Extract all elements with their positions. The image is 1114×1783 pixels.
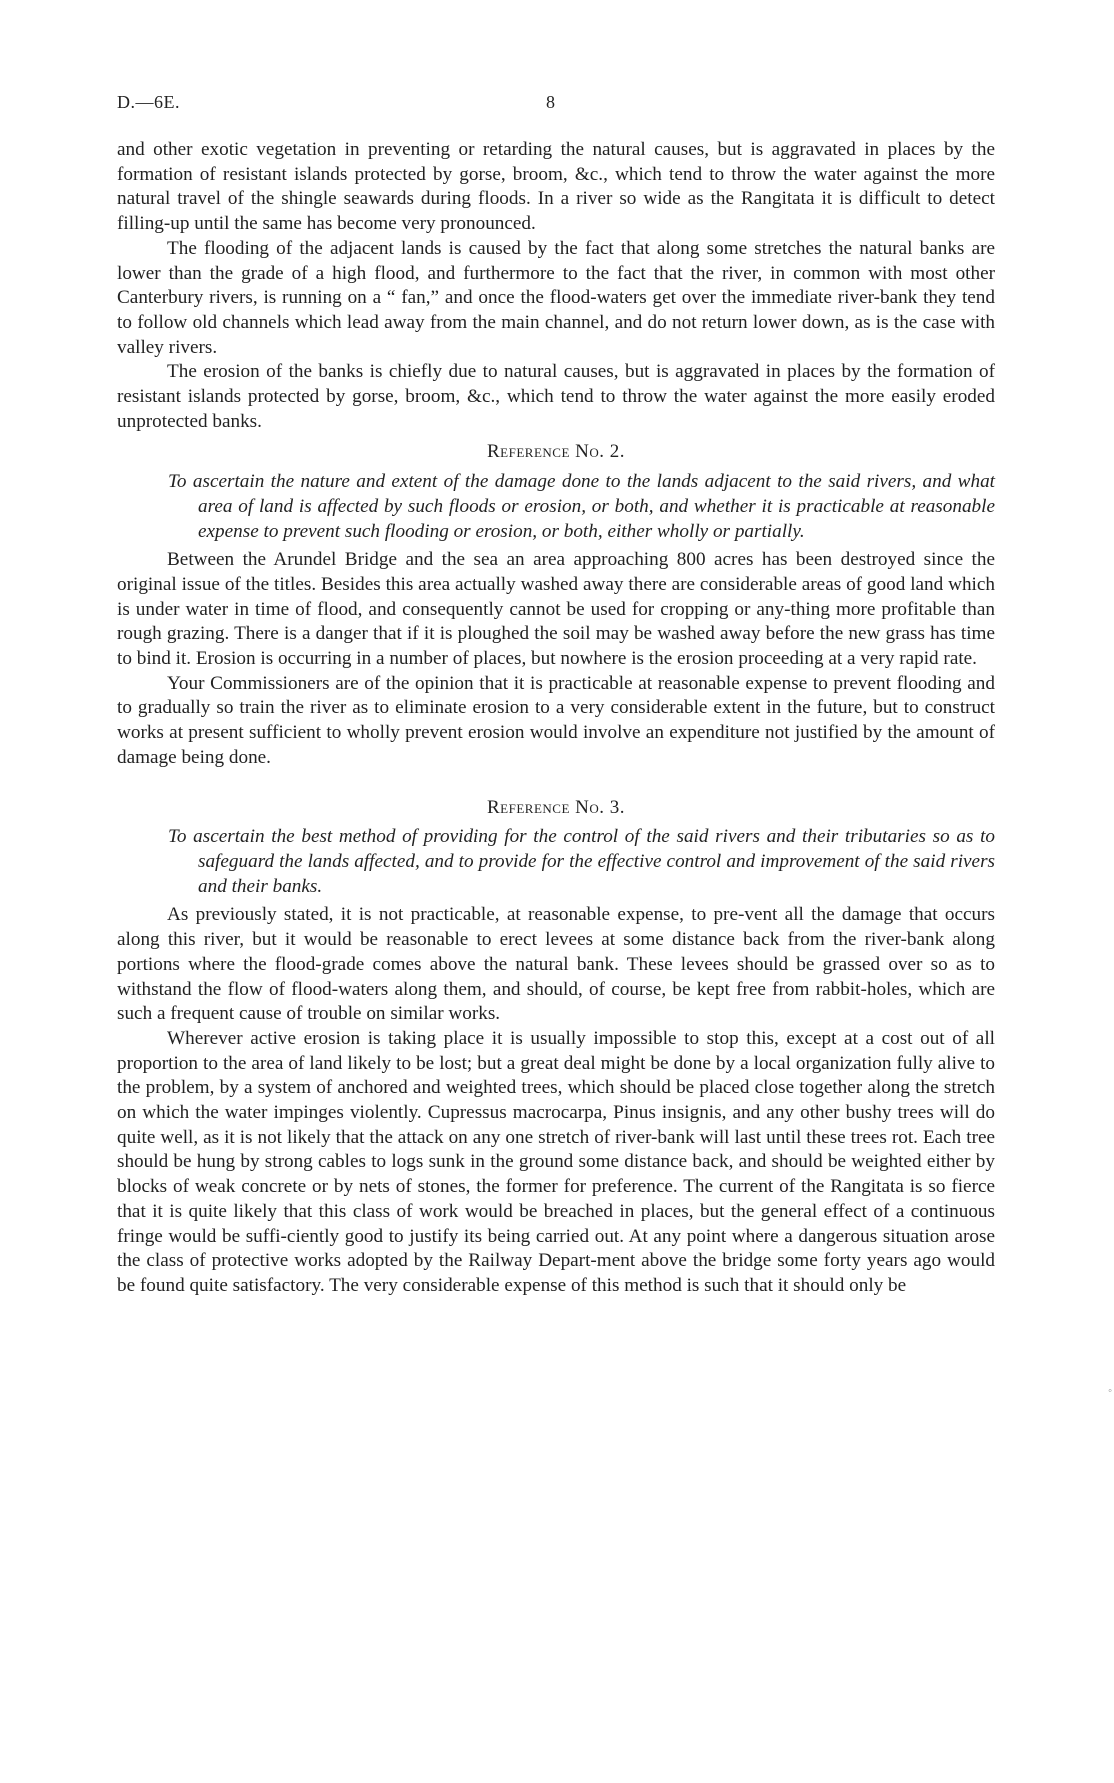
body-text: [117, 138, 995, 1299]
paragraph: Between the Arundel Bridge and the sea an area approaching 800 acres has been destroyed since the original issue of the titles. Besides this area actually washed away there are considerable areas of good land which is under water in time of flood, and consequently cannot be used for cropping or any-thing more profitable than rough grazing. There is a danger that if it is ploughed the soil may be washed away before the new grass has time to bind it. Erosion is occurring in a number of places, but nowhere is the erosion proceeding at a very rapid rate.: [117, 549, 995, 670]
term-of-reference: To ascertain the best method of providing for the control of the said rivers and their tributaries so as to safeguard the lands affected, and to provide for the effective control and improvement of the said rivers and their banks.: [168, 826, 995, 897]
reference-heading: Reference No. 3.: [486, 796, 625, 818]
paragraph: and other exotic vegetation in preventing or retarding the natural causes, but is aggravated in places by the formation of resistant islands protected by gorse, broom, &c., which tend to throw the water against the more natural travel of the shingle seawards during floods. In a river so wide as the Rangitata it is difficult to detect filling-up until the same has become very pronounced.: [117, 139, 995, 235]
page-number: 8: [546, 92, 555, 112]
paragraph: The erosion of the banks is chiefly due to natural causes, but is aggravated in places by the formation of resistant islands protected by gorse, broom, &c., which tend to throw the water against the more easily eroded unprotected banks.: [117, 361, 995, 432]
paragraph: Your Commissioners are of the opinion that it is practicable at reasonable expense to prevent flooding and to gradually so train the river as to eliminate erosion to a very considerable extent in the future, but to construct works at present sufficient to wholly prevent erosion would involve an expenditure not justified by the amount of damage being done.: [117, 672, 995, 768]
margin-mark: ◦: [1108, 1385, 1112, 1397]
paragraph: As previously stated, it is not practicable, at reasonable expense, to pre-vent all the damage that occurs along this river, but it would be reasonable to erect levees at some distance back from the river-bank along portions where the flood-grade comes above the natural bank. These levees should be grassed over so as to withstand the flow of flood-waters along them, and should, of course, be kept free from rabbit-holes, which are such a frequent cause of trouble on similar works.: [117, 904, 995, 1025]
reference-heading: Reference No. 2.: [486, 441, 625, 463]
term-of-reference: To ascertain the nature and extent of the damage done to the lands adjacent to the said rivers, and what area of land is affected by such floods or erosion, or both, and whether it is practicable at reasonable expense to prevent such flooding or erosion, or both, either wholly or partially.: [168, 471, 995, 542]
document-reference: D.—6E.: [117, 92, 180, 112]
paragraph: Wherever active erosion is taking place it is usually impossible to stop this, except at a cost out of all proportion to the area of land likely to be lost; but a great deal might be done by a local organization fully alive to the problem, by a system of anchored and weighted trees, which should be placed close together along the stretch on which the water impinges violently. Cupressus macrocarpa, Pinus insignis, and any other bushy trees will do quite well, as it is not likely that the attack on any one stretch of river-bank will last until these trees rot. Each tree should be hung by strong cables to logs sunk in the ground some distance back, and should be weighted either by blocks of weak concrete or by nets of stones, the former for preference. The current of the Rangitata is so fierce that it is quite likely that this class of work would be breached in places, but the general effect of a continuous fringe would be suffi-ciently good to justify its being carried out. At any point where a dangerous situation arose the class of protective works adopted by the Railway Depart-ment above the bridge some forty years ago would be found quite satisfactory. The very considerable expense of this method is such that it should only be: [117, 1027, 995, 1296]
paragraph: The flooding of the adjacent lands is caused by the fact that along some stretches the natural banks are lower than the grade of a high flood, and furthermore to the fact that the river, in common with most other Canterbury rivers, is running on a “ fan,” and once the flood-waters get over the immediate river-bank they tend to follow old channels which lead away from the main channel, and do not return lower down, as is the case with valley rivers.: [117, 237, 995, 358]
